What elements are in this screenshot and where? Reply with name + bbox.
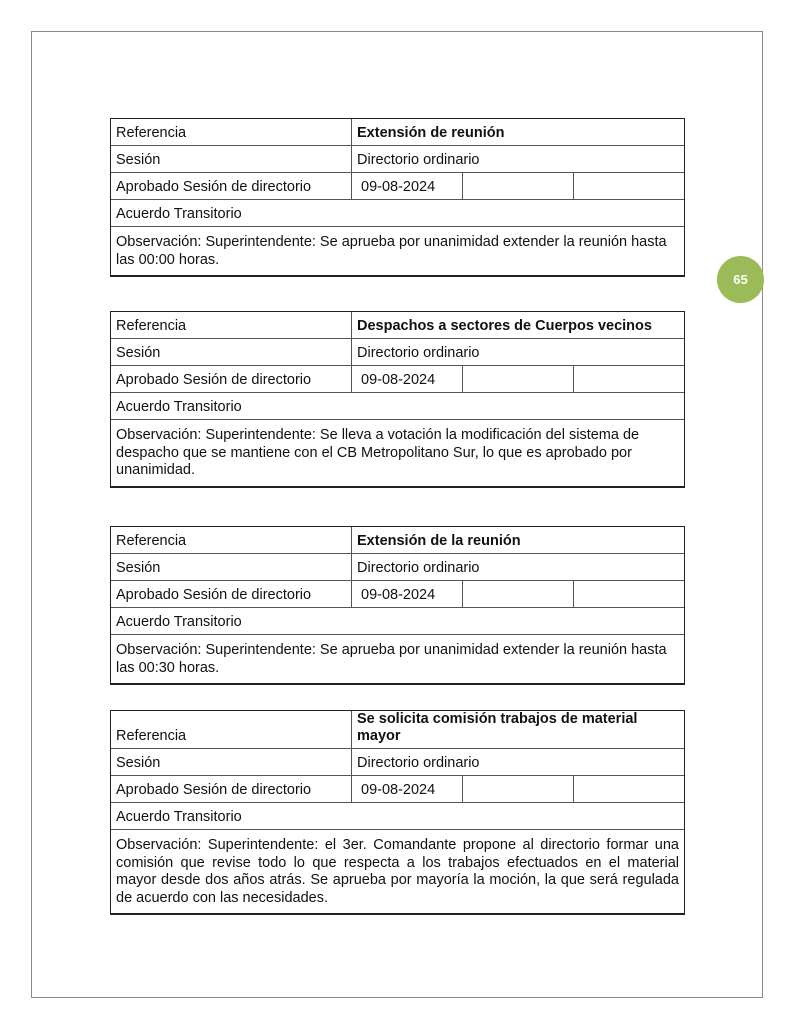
empty-cell	[463, 366, 574, 392]
referencia-value: Despachos a sectores de Cuerpos vecinos	[357, 318, 652, 334]
aprobado-label: Aprobado Sesión de directorio	[111, 581, 352, 607]
sesion-value: Directorio ordinario	[357, 755, 480, 771]
referencia-value: Extensión de reunión	[357, 125, 505, 141]
sesion-label: Sesión	[111, 749, 352, 775]
empty-cell	[574, 776, 684, 802]
aprobado-date: 09-08-2024	[352, 581, 463, 607]
page-number-badge: 65	[717, 256, 764, 303]
observacion-text: Observación: Superintendente: Se aprueba por unanimidad extender la reunión hasta las 00:00 horas.	[116, 234, 667, 268]
referencia-label: Referencia	[111, 312, 352, 338]
record-table	[110, 526, 685, 685]
empty-cell	[463, 776, 574, 802]
record-table	[110, 710, 685, 915]
sesion-label: Sesión	[111, 146, 352, 172]
empty-cell	[463, 173, 574, 199]
sesion-value: Directorio ordinario	[357, 152, 480, 168]
observacion-text: Observación: Superintendente: Se aprueba por unanimidad extender la reunión hasta las 00:30 horas.	[116, 642, 667, 676]
aprobado-label: Aprobado Sesión de directorio	[111, 776, 352, 802]
referencia-label: Referencia	[111, 527, 352, 553]
sesion-label: Sesión	[111, 554, 352, 580]
record-table	[110, 311, 685, 488]
referencia-value: Extensión de la reunión	[357, 533, 521, 549]
acuerdo-type: Acuerdo Transitorio	[116, 206, 242, 222]
aprobado-date: 09-08-2024	[352, 366, 463, 392]
referencia-value: Se solicita comisión trabajos de material mayor	[357, 711, 638, 744]
empty-cell	[574, 581, 684, 607]
observacion-text: Observación: Superintendente: Se lleva a votación la modificación del sistema de despacho que se mantiene con el CB Metropolitano Sur, lo que es aprobado por unanimidad.	[116, 427, 640, 478]
empty-cell	[463, 581, 574, 607]
sesion-value: Directorio ordinario	[357, 345, 480, 361]
record-table	[110, 118, 685, 277]
empty-cell	[574, 366, 684, 392]
acuerdo-type: Acuerdo Transitorio	[116, 809, 242, 825]
aprobado-date: 09-08-2024	[352, 173, 463, 199]
observacion-text: Observación: Superintendente: el 3er. Comandante propone al directorio formar una comisión que revise todo lo que respecta a los trabajos efectuados en el material mayor desde dos años atrás. Se aprueba por mayoría la moción, la que será regulada de acuerdo con las necesidades.	[116, 837, 679, 906]
aprobado-date: 09-08-2024	[352, 776, 463, 802]
acuerdo-type: Acuerdo Transitorio	[116, 614, 242, 630]
acuerdo-type: Acuerdo Transitorio	[116, 399, 242, 415]
sesion-value: Directorio ordinario	[357, 560, 480, 576]
sesion-label: Sesión	[111, 339, 352, 365]
empty-cell	[574, 173, 684, 199]
aprobado-label: Aprobado Sesión de directorio	[111, 366, 352, 392]
referencia-label: Referencia	[111, 711, 352, 748]
aprobado-label: Aprobado Sesión de directorio	[111, 173, 352, 199]
referencia-label: Referencia	[111, 119, 352, 145]
